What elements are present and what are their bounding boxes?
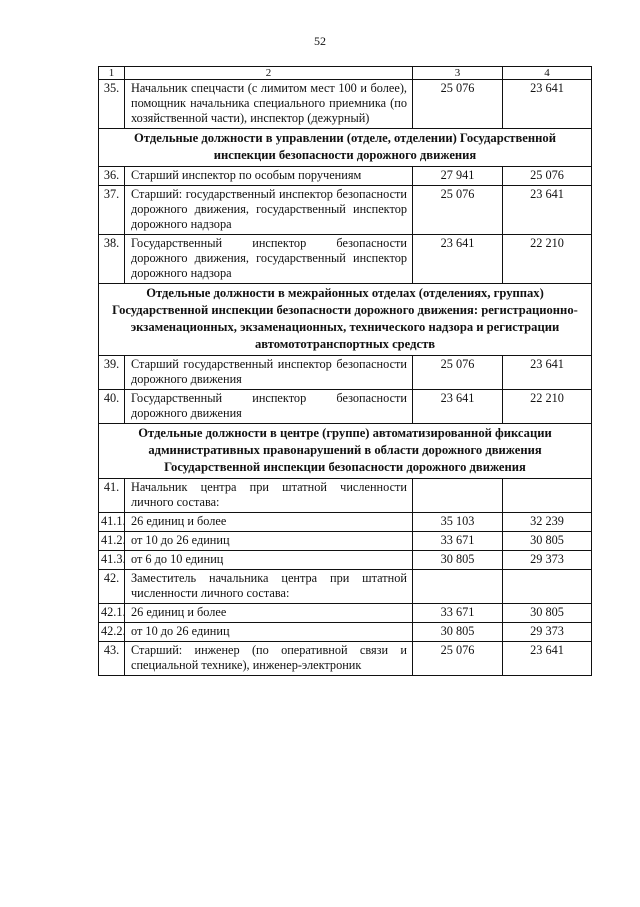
row-number: 38. [99, 235, 125, 284]
row-number: 41.3. [99, 551, 125, 570]
section-heading-row [99, 284, 592, 356]
table-row [99, 479, 592, 513]
value-column-4 [503, 479, 592, 513]
table-row [99, 551, 592, 570]
value-column-3 [413, 479, 503, 513]
value-column-3: 23 641 [413, 235, 503, 284]
value-column-3: 30 805 [413, 551, 503, 570]
salary-table [98, 66, 592, 676]
row-number: 40. [99, 390, 125, 424]
value-column-4: 32 239 [503, 513, 592, 532]
value-column-4: 29 373 [503, 623, 592, 642]
value-column-4: 23 641 [503, 80, 592, 129]
position-description: Старший: государственный инспектор безопасности дорожного движения, государственный инспектор дорожного надзора [125, 186, 413, 235]
table-row [99, 186, 592, 235]
row-number: 37. [99, 186, 125, 235]
value-column-3: 30 805 [413, 623, 503, 642]
value-column-4: 23 641 [503, 356, 592, 390]
value-column-4: 29 373 [503, 551, 592, 570]
table-row [99, 235, 592, 284]
section-heading-row [99, 129, 592, 167]
value-column-3: 33 671 [413, 532, 503, 551]
value-column-3: 23 641 [413, 390, 503, 424]
row-number: 42.2. [99, 623, 125, 642]
table-row [99, 623, 592, 642]
row-number: 42. [99, 570, 125, 604]
section-heading: Отдельные должности в управлении (отделе, отделении) Государственной инспекции безопасности дорожного движения [99, 129, 592, 167]
position-description: 26 единиц и более [125, 513, 413, 532]
row-number: 41.1. [99, 513, 125, 532]
column-header-2: 2 [125, 67, 413, 80]
column-header-1: 1 [99, 67, 125, 80]
table-row [99, 604, 592, 623]
position-description: Начальник центра при штатной численности личного состава: [125, 479, 413, 513]
position-description: от 10 до 26 единиц [125, 623, 413, 642]
value-column-3 [413, 570, 503, 604]
section-heading-row [99, 424, 592, 479]
row-number: 43. [99, 642, 125, 676]
position-description: Заместитель начальника центра при штатной численности личного состава: [125, 570, 413, 604]
value-column-3: 35 103 [413, 513, 503, 532]
position-description: Начальник спецчасти (с лимитом мест 100 и более), помощник начальника специального приемника (по хозяйственной части), инспектор (дежурный) [125, 80, 413, 129]
row-number: 35. [99, 80, 125, 129]
page-number: 52 [314, 34, 326, 48]
table-row [99, 570, 592, 604]
position-description: Государственный инспектор безопасности дорожного движения, государственный инспектор дорожного надзора [125, 235, 413, 284]
position-description: Старший инспектор по особым поручениям [125, 167, 413, 186]
row-number: 41.2. [99, 532, 125, 551]
column-header-3: 3 [413, 67, 503, 80]
position-description: Государственный инспектор безопасности дорожного движения [125, 390, 413, 424]
table-row [99, 80, 592, 129]
table-row [99, 390, 592, 424]
table-row [99, 167, 592, 186]
position-description: Старший государственный инспектор безопасности дорожного движения [125, 356, 413, 390]
row-number: 41. [99, 479, 125, 513]
row-number: 42.1. [99, 604, 125, 623]
value-column-4: 23 641 [503, 186, 592, 235]
table-header-row [99, 67, 592, 80]
value-column-4 [503, 570, 592, 604]
value-column-4: 30 805 [503, 532, 592, 551]
row-number: 39. [99, 356, 125, 390]
value-column-3: 25 076 [413, 642, 503, 676]
value-column-3: 25 076 [413, 356, 503, 390]
table-row [99, 532, 592, 551]
value-column-4: 25 076 [503, 167, 592, 186]
column-header-4: 4 [503, 67, 592, 80]
value-column-4: 22 210 [503, 235, 592, 284]
position-description: от 6 до 10 единиц [125, 551, 413, 570]
section-heading: Отдельные должности в центре (группе) автоматизированной фиксации административных правонарушений в области дорожного движения Государственной инспекции безопасности дорожного движения [99, 424, 592, 479]
table-row [99, 642, 592, 676]
table-row [99, 513, 592, 532]
position-description: Старший: инженер (по оперативной связи и специальной технике), инженер-электроник [125, 642, 413, 676]
table-row [99, 356, 592, 390]
value-column-4: 23 641 [503, 642, 592, 676]
position-description: от 10 до 26 единиц [125, 532, 413, 551]
value-column-4: 22 210 [503, 390, 592, 424]
value-column-3: 25 076 [413, 80, 503, 129]
value-column-3: 33 671 [413, 604, 503, 623]
section-heading: Отдельные должности в межрайонных отделах (отделениях, группах) Государственной инспекции безопасности дорожного движения: регистрационно-экзаменационных, экзаменационных, технического надзора и регистрации автомототранспортных средств [99, 284, 592, 356]
value-column-3: 25 076 [413, 186, 503, 235]
table-body [99, 67, 592, 676]
value-column-3: 27 941 [413, 167, 503, 186]
value-column-4: 30 805 [503, 604, 592, 623]
row-number: 36. [99, 167, 125, 186]
position-description: 26 единиц и более [125, 604, 413, 623]
